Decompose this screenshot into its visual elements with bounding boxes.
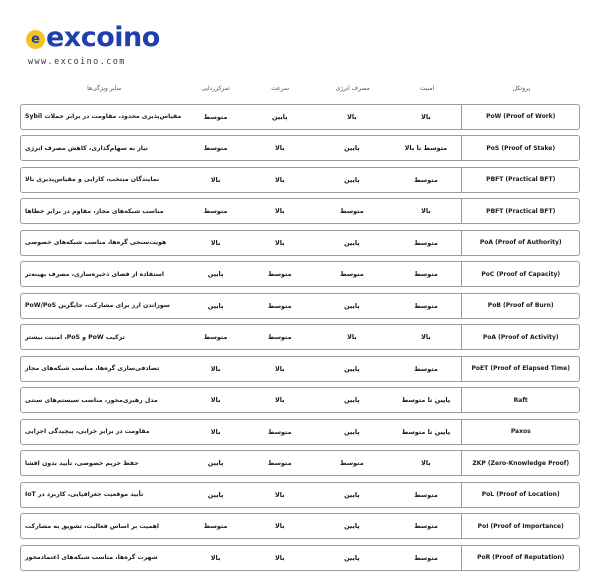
decentralization-cell: متوسط — [203, 144, 228, 152]
energy-cell: پایین — [344, 175, 360, 184]
security-cell: پایین تا متوسط — [401, 396, 451, 404]
decentralization-cell: بالا — [210, 175, 221, 184]
decentralization-cell: پایین — [207, 490, 224, 499]
header-features: سایر ویژگی‌ها — [87, 84, 122, 92]
features-cell: حفظ حریم خصوصی، تأیید بدون افشا — [25, 459, 139, 467]
header-security: امنیت — [419, 84, 435, 92]
table-row — [20, 261, 580, 287]
features-cell: مقیاس‌پذیری محدود، مقاومت در برابر حملات Sybil — [25, 113, 182, 120]
security-cell: متوسط — [414, 522, 438, 530]
energy-cell: پایین — [344, 301, 360, 310]
energy-cell: پایین — [344, 427, 360, 436]
security-cell: متوسط — [414, 490, 438, 499]
energy-cell: پایین — [344, 522, 360, 530]
security-cell: متوسط — [414, 553, 438, 562]
energy-cell: متوسط — [340, 270, 364, 278]
energy-cell: پایین — [344, 490, 360, 499]
features-cell: تصادفی‌سازی گره‌ها، مناسب شبکه‌های مجاز — [25, 365, 160, 372]
speed-cell: متوسط — [267, 427, 292, 436]
energy-cell: پایین — [344, 144, 360, 152]
security-cell: متوسط — [414, 238, 438, 247]
features-cell: نیاز به سهام‌گذاری، کاهش مصرف انرژی — [25, 144, 148, 152]
protocol-cell: PBFT (Practical BFT) — [461, 199, 579, 223]
energy-cell: پایین — [344, 553, 360, 562]
speed-cell: متوسط — [267, 333, 292, 341]
table-header — [20, 78, 580, 98]
security-cell: متوسط تا بالا — [404, 144, 448, 152]
decentralization-cell: متوسط — [203, 522, 228, 530]
decentralization-cell: بالا — [210, 427, 221, 436]
speed-cell: بالا — [274, 396, 285, 404]
protocol-cell: PoS (Proof of Stake) — [461, 136, 579, 160]
table-row — [20, 450, 580, 476]
decentralization-cell: بالا — [210, 553, 221, 562]
features-cell: اهمیت بر اساس فعالیت، تشویق به مشارکت — [25, 522, 160, 530]
features-cell: شهرت گره‌ها، مناسب شبکه‌های اعتمادمحور — [25, 554, 158, 561]
security-cell: بالا — [421, 333, 431, 341]
excoino-logo — [26, 22, 160, 53]
protocol-cell: Raft — [461, 388, 579, 412]
table-row — [20, 513, 580, 539]
speed-cell: بالا — [274, 522, 285, 530]
site-url: www.excoino.com — [28, 57, 126, 67]
protocol-cell: PoA (Proof of Activity) — [461, 325, 579, 349]
decentralization-cell: بالا — [210, 364, 221, 373]
energy-cell: بالا — [347, 112, 357, 121]
speed-cell: بالا — [274, 238, 285, 247]
table-row — [20, 104, 580, 130]
consensus-table — [20, 78, 580, 571]
protocol-cell: PoR (Proof of Reputation) — [461, 546, 579, 570]
protocol-cell: PoW (Proof of Work) — [461, 105, 579, 129]
features-cell: سوزاندن ارز برای مشارکت، جایگزین PoW/PoS — [25, 302, 170, 309]
header-energy: مصرف انرژی — [335, 84, 370, 92]
table-row — [20, 135, 580, 161]
protocol-cell: ZKP (Zero-Knowledge Proof) — [461, 451, 579, 475]
energy-cell: بالا — [347, 333, 357, 341]
decentralization-cell: متوسط — [203, 207, 228, 215]
protocol-cell: PoB (Proof of Burn) — [461, 294, 579, 318]
speed-cell: بالا — [274, 207, 285, 215]
protocol-cell: PoA (Proof of Authority) — [461, 231, 579, 255]
header-protocol: پروتکل — [512, 84, 531, 92]
protocol-cell: PoI (Proof of Importance) — [461, 514, 579, 538]
speed-cell: متوسط — [267, 270, 292, 278]
table-row — [20, 230, 580, 256]
table-row — [20, 419, 580, 445]
speed-cell: بالا — [274, 175, 285, 184]
features-cell: نمایندگان منتخب، کارایی و مقیاس‌پذیری بالا — [25, 176, 160, 183]
decentralization-cell: پایین — [207, 459, 224, 467]
protocol-cell: Paxos — [461, 420, 579, 444]
security-cell: بالا — [421, 207, 431, 215]
table-row — [20, 198, 580, 224]
protocol-cell: PoET (Proof of Elapsed Time) — [461, 357, 579, 381]
table-row — [20, 482, 580, 508]
coin-icon: e — [26, 30, 45, 49]
security-cell: متوسط — [414, 270, 438, 278]
decentralization-cell: بالا — [210, 396, 221, 404]
speed-cell: متوسط — [267, 459, 292, 467]
security-cell: بالا — [421, 112, 431, 121]
table-row — [20, 545, 580, 571]
energy-cell: متوسط — [340, 459, 364, 467]
features-cell: ترکیب PoW و PoS، امنیت بیشتر — [25, 333, 125, 341]
table-row — [20, 293, 580, 319]
features-cell: استفاده از فضای ذخیره‌سازی، مصرف بهینه‌تر — [25, 270, 164, 278]
energy-cell: متوسط — [340, 207, 364, 215]
header-decentralization: تمرکززدایی — [201, 84, 230, 92]
energy-cell: پایین — [344, 396, 360, 404]
decentralization-cell: پایین — [207, 301, 224, 310]
decentralization-cell: متوسط — [203, 333, 228, 341]
energy-cell: پایین — [344, 364, 360, 373]
protocol-cell: PBFT (Practical BFT) — [461, 168, 579, 192]
features-cell: مقاومت در برابر خرابی، پیچیدگی اجرایی — [25, 428, 150, 435]
decentralization-cell: متوسط — [203, 112, 228, 121]
header-speed: سرعت — [271, 84, 290, 92]
security-cell: بالا — [421, 459, 431, 467]
security-cell: پایین تا متوسط — [401, 427, 451, 436]
table-row — [20, 356, 580, 382]
speed-cell: بالا — [274, 364, 285, 373]
security-cell: متوسط — [414, 175, 438, 184]
table-row — [20, 387, 580, 413]
features-cell: هویت‌سنجی گره‌ها، مناسب شبکه‌های خصوصی — [25, 239, 167, 246]
energy-cell: پایین — [344, 238, 360, 247]
features-cell: مناسب شبکه‌های مجاز، مقاوم در برابر خطاها — [25, 207, 164, 215]
decentralization-cell: بالا — [210, 238, 221, 247]
table-row — [20, 167, 580, 193]
protocol-cell: PoC (Proof of Capacity) — [461, 262, 579, 286]
brand-name: excoino — [46, 22, 160, 53]
speed-cell: متوسط — [267, 301, 292, 310]
speed-cell: پایین — [271, 112, 288, 121]
decentralization-cell: پایین — [207, 270, 224, 278]
features-cell: مدل رهبری‌محور، مناسب سیستم‌های سنتی — [25, 396, 158, 404]
table-row — [20, 324, 580, 350]
features-cell: تأیید موقعیت جغرافیایی، کاربرد در IoT — [25, 491, 144, 498]
speed-cell: بالا — [274, 144, 285, 152]
protocol-cell: PoL (Proof of Location) — [461, 483, 579, 507]
speed-cell: بالا — [274, 553, 285, 562]
security-cell: متوسط — [414, 301, 438, 310]
security-cell: متوسط — [414, 364, 438, 373]
speed-cell: بالا — [274, 490, 285, 499]
